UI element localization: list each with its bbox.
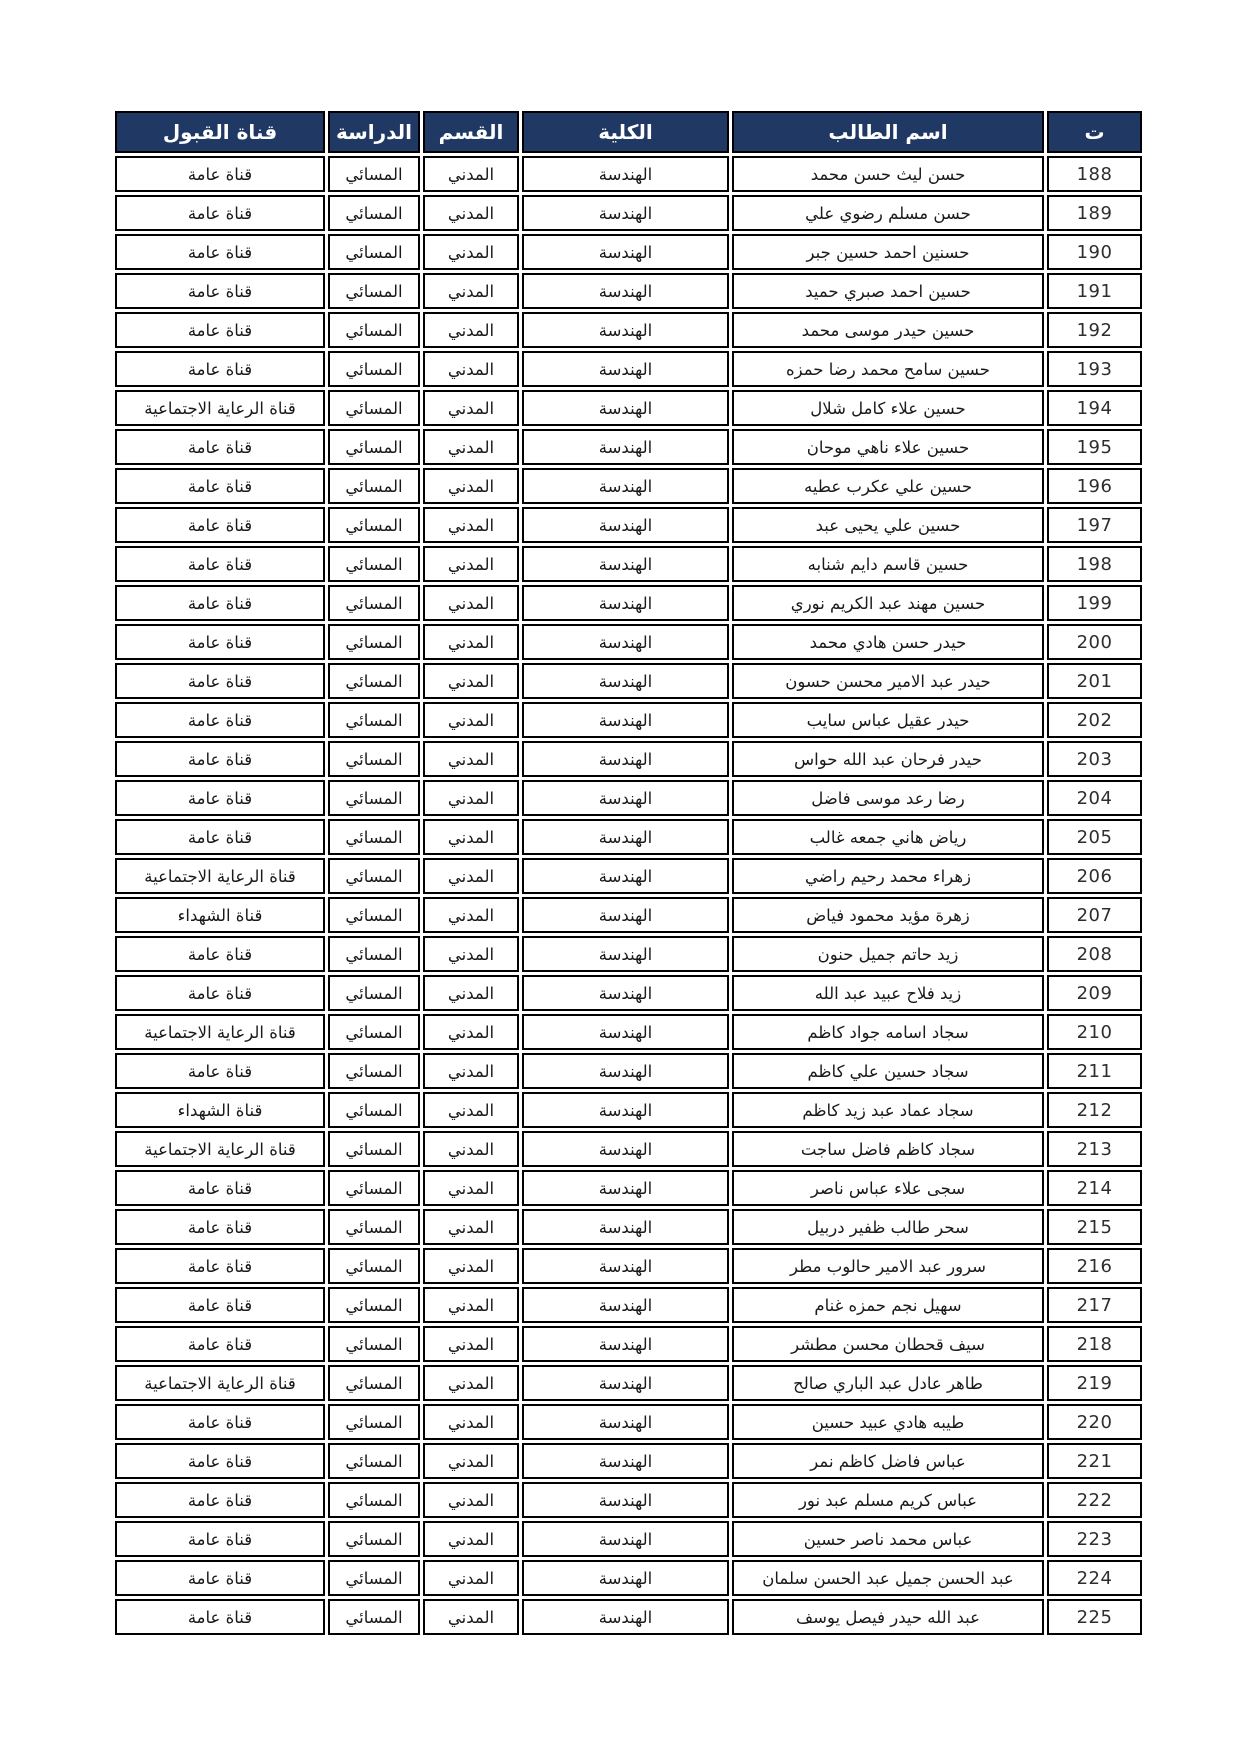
table-row: [115, 1599, 1142, 1635]
cell-college: الهندسة: [522, 1404, 729, 1440]
cell-name: سهيل نجم حمزه غنام: [732, 1287, 1044, 1323]
cell-study: المسائي: [328, 975, 420, 1011]
cell-college: الهندسة: [522, 1131, 729, 1167]
cell-name: طاهر عادل عبد الباري صالح: [732, 1365, 1044, 1401]
cell-name: عباس محمد ناصر حسين: [732, 1521, 1044, 1557]
table-row: [115, 1131, 1142, 1167]
table-row: [115, 702, 1142, 738]
cell-department: المدني: [423, 1443, 519, 1479]
cell-college: الهندسة: [522, 351, 729, 387]
cell-channel: قناة عامة: [115, 1560, 325, 1596]
cell-college: الهندسة: [522, 1248, 729, 1284]
cell-study: المسائي: [328, 429, 420, 465]
cell-department: المدني: [423, 663, 519, 699]
table-row: [115, 1365, 1142, 1401]
cell-channel: قناة عامة: [115, 741, 325, 777]
cell-channel: قناة عامة: [115, 1326, 325, 1362]
cell-name: حيدر حسن هادي محمد: [732, 624, 1044, 660]
cell-college: الهندسة: [522, 1092, 729, 1128]
cell-study: المسائي: [328, 546, 420, 582]
cell-channel: قناة عامة: [115, 507, 325, 543]
table-row: [115, 1521, 1142, 1557]
cell-department: المدني: [423, 234, 519, 270]
cell-no: 190: [1047, 234, 1142, 270]
cell-channel: قناة عامة: [115, 1443, 325, 1479]
cell-channel: قناة عامة: [115, 1209, 325, 1245]
cell-college: الهندسة: [522, 1443, 729, 1479]
cell-department: المدني: [423, 1404, 519, 1440]
cell-channel: قناة عامة: [115, 234, 325, 270]
cell-channel: قناة عامة: [115, 312, 325, 348]
cell-study: المسائي: [328, 936, 420, 972]
cell-study: المسائي: [328, 234, 420, 270]
cell-channel: قناة عامة: [115, 1248, 325, 1284]
cell-no: 223: [1047, 1521, 1142, 1557]
table-row: [115, 1170, 1142, 1206]
cell-department: المدني: [423, 780, 519, 816]
cell-study: المسائي: [328, 1170, 420, 1206]
cell-study: المسائي: [328, 624, 420, 660]
cell-no: 220: [1047, 1404, 1142, 1440]
cell-college: الهندسة: [522, 312, 729, 348]
cell-college: الهندسة: [522, 663, 729, 699]
table-row: [115, 780, 1142, 816]
cell-channel: قناة عامة: [115, 195, 325, 231]
cell-no: 216: [1047, 1248, 1142, 1284]
cell-name: حسين قاسم دايم شنابه: [732, 546, 1044, 582]
header-row: [115, 111, 1142, 153]
table-row: [115, 1053, 1142, 1089]
header-college: الكلية: [522, 111, 729, 153]
cell-no: 225: [1047, 1599, 1142, 1635]
cell-department: المدني: [423, 507, 519, 543]
cell-channel: قناة عامة: [115, 1521, 325, 1557]
cell-name: حسين علاء كامل شلال: [732, 390, 1044, 426]
cell-no: 198: [1047, 546, 1142, 582]
cell-channel: قناة عامة: [115, 702, 325, 738]
cell-college: الهندسة: [522, 975, 729, 1011]
cell-name: عبد الحسن جميل عبد الحسن سلمان: [732, 1560, 1044, 1596]
cell-no: 224: [1047, 1560, 1142, 1596]
table-row: [115, 741, 1142, 777]
cell-department: المدني: [423, 1092, 519, 1128]
cell-name: سجاد اسامه جواد كاظم: [732, 1014, 1044, 1050]
cell-no: 199: [1047, 585, 1142, 621]
table-row: [115, 195, 1142, 231]
table-row: [115, 273, 1142, 309]
table-row: [115, 897, 1142, 933]
cell-department: المدني: [423, 429, 519, 465]
cell-no: 204: [1047, 780, 1142, 816]
cell-no: 192: [1047, 312, 1142, 348]
cell-college: الهندسة: [522, 897, 729, 933]
cell-no: 213: [1047, 1131, 1142, 1167]
cell-department: المدني: [423, 390, 519, 426]
cell-channel: قناة عامة: [115, 1599, 325, 1635]
cell-name: سجاد حسين علي كاظم: [732, 1053, 1044, 1089]
table-row: [115, 156, 1142, 192]
cell-name: عبد الله حيدر فيصل يوسف: [732, 1599, 1044, 1635]
cell-college: الهندسة: [522, 273, 729, 309]
cell-name: سيف قحطان محسن مطشر: [732, 1326, 1044, 1362]
cell-college: الهندسة: [522, 741, 729, 777]
cell-no: 191: [1047, 273, 1142, 309]
cell-department: المدني: [423, 702, 519, 738]
table-row: [115, 975, 1142, 1011]
cell-name: عباس فاضل كاظم نمر: [732, 1443, 1044, 1479]
cell-name: سرور عبد الامير حالوب مطر: [732, 1248, 1044, 1284]
cell-college: الهندسة: [522, 780, 729, 816]
cell-college: الهندسة: [522, 546, 729, 582]
cell-no: 214: [1047, 1170, 1142, 1206]
cell-no: 219: [1047, 1365, 1142, 1401]
cell-department: المدني: [423, 1131, 519, 1167]
cell-channel: قناة الرعاية الاجتماعية: [115, 1365, 325, 1401]
cell-no: 205: [1047, 819, 1142, 855]
cell-channel: قناة الرعاية الاجتماعية: [115, 390, 325, 426]
cell-channel: قناة عامة: [115, 156, 325, 192]
table-row: [115, 1326, 1142, 1362]
cell-name: حسين علي عكرب عطيه: [732, 468, 1044, 504]
cell-study: المسائي: [328, 1014, 420, 1050]
table-row: [115, 546, 1142, 582]
cell-channel: قناة عامة: [115, 624, 325, 660]
table-row: [115, 1560, 1142, 1596]
table-row: [115, 390, 1142, 426]
cell-study: المسائي: [328, 1287, 420, 1323]
cell-name: حسنين احمد حسين جبر: [732, 234, 1044, 270]
students-table: [112, 108, 1145, 1638]
cell-college: الهندسة: [522, 1287, 729, 1323]
header-no: ت: [1047, 111, 1142, 153]
cell-study: المسائي: [328, 585, 420, 621]
cell-department: المدني: [423, 195, 519, 231]
table-row: [115, 585, 1142, 621]
cell-channel: قناة الرعاية الاجتماعية: [115, 858, 325, 894]
cell-name: حيدر فرحان عبد الله حواس: [732, 741, 1044, 777]
cell-college: الهندسة: [522, 936, 729, 972]
cell-channel: قناة الرعاية الاجتماعية: [115, 1014, 325, 1050]
cell-department: المدني: [423, 1521, 519, 1557]
cell-study: المسائي: [328, 663, 420, 699]
table-row: [115, 1404, 1142, 1440]
cell-no: 208: [1047, 936, 1142, 972]
cell-study: المسائي: [328, 819, 420, 855]
cell-department: المدني: [423, 1053, 519, 1089]
cell-channel: قناة عامة: [115, 1287, 325, 1323]
cell-no: 209: [1047, 975, 1142, 1011]
cell-department: المدني: [423, 1326, 519, 1362]
header-student-name: اسم الطالب: [732, 111, 1044, 153]
cell-channel: قناة عامة: [115, 780, 325, 816]
table-row: [115, 507, 1142, 543]
cell-department: المدني: [423, 975, 519, 1011]
cell-study: المسائي: [328, 1248, 420, 1284]
cell-department: المدني: [423, 351, 519, 387]
cell-channel: قناة الشهداء: [115, 1092, 325, 1128]
cell-name: حيدر عقيل عباس سايب: [732, 702, 1044, 738]
cell-department: المدني: [423, 1560, 519, 1596]
cell-department: المدني: [423, 1287, 519, 1323]
cell-no: 212: [1047, 1092, 1142, 1128]
cell-study: المسائي: [328, 1131, 420, 1167]
cell-no: 201: [1047, 663, 1142, 699]
cell-study: المسائي: [328, 273, 420, 309]
cell-name: رضا رعد موسى فاضل: [732, 780, 1044, 816]
cell-college: الهندسة: [522, 1326, 729, 1362]
cell-no: 207: [1047, 897, 1142, 933]
cell-channel: قناة عامة: [115, 273, 325, 309]
cell-name: سجاد كاظم فاضل ساجت: [732, 1131, 1044, 1167]
cell-study: المسائي: [328, 1599, 420, 1635]
cell-no: 189: [1047, 195, 1142, 231]
cell-college: الهندسة: [522, 1170, 729, 1206]
cell-study: المسائي: [328, 1482, 420, 1518]
cell-study: المسائي: [328, 897, 420, 933]
cell-college: الهندسة: [522, 1521, 729, 1557]
cell-channel: قناة عامة: [115, 819, 325, 855]
cell-study: المسائي: [328, 1326, 420, 1362]
cell-name: طيبه هادي عبيد حسين: [732, 1404, 1044, 1440]
cell-study: المسائي: [328, 1560, 420, 1596]
cell-name: سجاد عماد عبد زيد كاظم: [732, 1092, 1044, 1128]
cell-no: 222: [1047, 1482, 1142, 1518]
cell-department: المدني: [423, 1599, 519, 1635]
cell-channel: قناة عامة: [115, 468, 325, 504]
cell-department: المدني: [423, 741, 519, 777]
cell-no: 197: [1047, 507, 1142, 543]
header-study: الدراسة: [328, 111, 420, 153]
cell-college: الهندسة: [522, 156, 729, 192]
cell-college: الهندسة: [522, 1014, 729, 1050]
cell-study: المسائي: [328, 1053, 420, 1089]
cell-study: المسائي: [328, 1209, 420, 1245]
cell-department: المدني: [423, 1482, 519, 1518]
cell-study: المسائي: [328, 195, 420, 231]
table-row: [115, 1209, 1142, 1245]
cell-department: المدني: [423, 312, 519, 348]
cell-college: الهندسة: [522, 1365, 729, 1401]
cell-college: الهندسة: [522, 1560, 729, 1596]
cell-college: الهندسة: [522, 624, 729, 660]
cell-no: 200: [1047, 624, 1142, 660]
cell-name: حسين حيدر موسى محمد: [732, 312, 1044, 348]
cell-college: الهندسة: [522, 819, 729, 855]
cell-department: المدني: [423, 468, 519, 504]
cell-study: المسائي: [328, 741, 420, 777]
cell-name: حسين مهند عبد الكريم نوري: [732, 585, 1044, 621]
cell-college: الهندسة: [522, 1482, 729, 1518]
cell-channel: قناة عامة: [115, 1404, 325, 1440]
cell-no: 194: [1047, 390, 1142, 426]
cell-college: الهندسة: [522, 195, 729, 231]
cell-college: الهندسة: [522, 1599, 729, 1635]
table-row: [115, 858, 1142, 894]
cell-no: 221: [1047, 1443, 1142, 1479]
cell-study: المسائي: [328, 780, 420, 816]
cell-study: المسائي: [328, 468, 420, 504]
cell-department: المدني: [423, 546, 519, 582]
cell-college: الهندسة: [522, 585, 729, 621]
cell-channel: قناة عامة: [115, 351, 325, 387]
cell-study: المسائي: [328, 1092, 420, 1128]
cell-department: المدني: [423, 1170, 519, 1206]
table-row: [115, 429, 1142, 465]
cell-department: المدني: [423, 819, 519, 855]
cell-name: زهراء محمد رحيم راضي: [732, 858, 1044, 894]
cell-study: المسائي: [328, 312, 420, 348]
cell-no: 196: [1047, 468, 1142, 504]
header-department: القسم: [423, 111, 519, 153]
cell-study: المسائي: [328, 1404, 420, 1440]
table-row: [115, 234, 1142, 270]
cell-no: 203: [1047, 741, 1142, 777]
cell-study: المسائي: [328, 1521, 420, 1557]
table-row: [115, 936, 1142, 972]
cell-college: الهندسة: [522, 234, 729, 270]
cell-name: رياض هاني جمعه غالب: [732, 819, 1044, 855]
table-row: [115, 1443, 1142, 1479]
table-row: [115, 624, 1142, 660]
cell-name: حيدر عبد الامير محسن حسون: [732, 663, 1044, 699]
cell-study: المسائي: [328, 1443, 420, 1479]
cell-no: 202: [1047, 702, 1142, 738]
cell-channel: قناة عامة: [115, 1170, 325, 1206]
cell-department: المدني: [423, 624, 519, 660]
cell-name: حسن ليث حسن محمد: [732, 156, 1044, 192]
cell-department: المدني: [423, 1365, 519, 1401]
cell-name: سحر طالب ظفير دربيل: [732, 1209, 1044, 1245]
cell-channel: قناة عامة: [115, 585, 325, 621]
table-row: [115, 663, 1142, 699]
cell-channel: قناة عامة: [115, 1053, 325, 1089]
cell-no: 215: [1047, 1209, 1142, 1245]
table-row: [115, 351, 1142, 387]
cell-study: المسائي: [328, 1365, 420, 1401]
table-row: [115, 1014, 1142, 1050]
cell-channel: قناة عامة: [115, 975, 325, 1011]
cell-channel: قناة عامة: [115, 663, 325, 699]
table-row: [115, 1092, 1142, 1128]
cell-no: 193: [1047, 351, 1142, 387]
cell-no: 218: [1047, 1326, 1142, 1362]
cell-channel: قناة عامة: [115, 1482, 325, 1518]
cell-department: المدني: [423, 858, 519, 894]
cell-name: زيد فلاح عبيد عبد الله: [732, 975, 1044, 1011]
cell-name: زيد حاتم جميل حنون: [732, 936, 1044, 972]
cell-college: الهندسة: [522, 507, 729, 543]
cell-no: 188: [1047, 156, 1142, 192]
cell-channel: قناة عامة: [115, 429, 325, 465]
cell-study: المسائي: [328, 858, 420, 894]
cell-study: المسائي: [328, 702, 420, 738]
cell-name: حسن مسلم رضوي علي: [732, 195, 1044, 231]
table-row: [115, 1248, 1142, 1284]
cell-name: حسين احمد صبري حميد: [732, 273, 1044, 309]
cell-no: 217: [1047, 1287, 1142, 1323]
header-admission-channel: قناة القبول: [115, 111, 325, 153]
table-row: [115, 1482, 1142, 1518]
cell-study: المسائي: [328, 390, 420, 426]
cell-college: الهندسة: [522, 429, 729, 465]
cell-name: سجى علاء عباس ناصر: [732, 1170, 1044, 1206]
cell-department: المدني: [423, 1014, 519, 1050]
cell-college: الهندسة: [522, 702, 729, 738]
cell-study: المسائي: [328, 351, 420, 387]
cell-name: عباس كريم مسلم عبد نور: [732, 1482, 1044, 1518]
cell-college: الهندسة: [522, 390, 729, 426]
cell-no: 206: [1047, 858, 1142, 894]
cell-department: المدني: [423, 936, 519, 972]
cell-department: المدني: [423, 156, 519, 192]
table-row: [115, 1287, 1142, 1323]
cell-department: المدني: [423, 1209, 519, 1245]
cell-channel: قناة عامة: [115, 936, 325, 972]
cell-name: حسين علي يحيى عبد: [732, 507, 1044, 543]
cell-channel: قناة الرعاية الاجتماعية: [115, 1131, 325, 1167]
cell-college: الهندسة: [522, 858, 729, 894]
cell-department: المدني: [423, 585, 519, 621]
cell-channel: قناة عامة: [115, 546, 325, 582]
cell-department: المدني: [423, 897, 519, 933]
cell-name: حسين سامح محمد رضا حمزه: [732, 351, 1044, 387]
cell-no: 195: [1047, 429, 1142, 465]
cell-name: زهرة مؤيد محمود فياض: [732, 897, 1044, 933]
cell-study: المسائي: [328, 507, 420, 543]
cell-name: حسين علاء ناهي موحان: [732, 429, 1044, 465]
table-row: [115, 819, 1142, 855]
students-table-body: [115, 156, 1142, 1635]
cell-study: المسائي: [328, 156, 420, 192]
cell-no: 211: [1047, 1053, 1142, 1089]
cell-channel: قناة الشهداء: [115, 897, 325, 933]
cell-no: 210: [1047, 1014, 1142, 1050]
cell-college: الهندسة: [522, 468, 729, 504]
table-row: [115, 312, 1142, 348]
table-row: [115, 468, 1142, 504]
cell-college: الهندسة: [522, 1053, 729, 1089]
cell-college: الهندسة: [522, 1209, 729, 1245]
cell-department: المدني: [423, 273, 519, 309]
table-header: [115, 111, 1142, 153]
cell-department: المدني: [423, 1248, 519, 1284]
